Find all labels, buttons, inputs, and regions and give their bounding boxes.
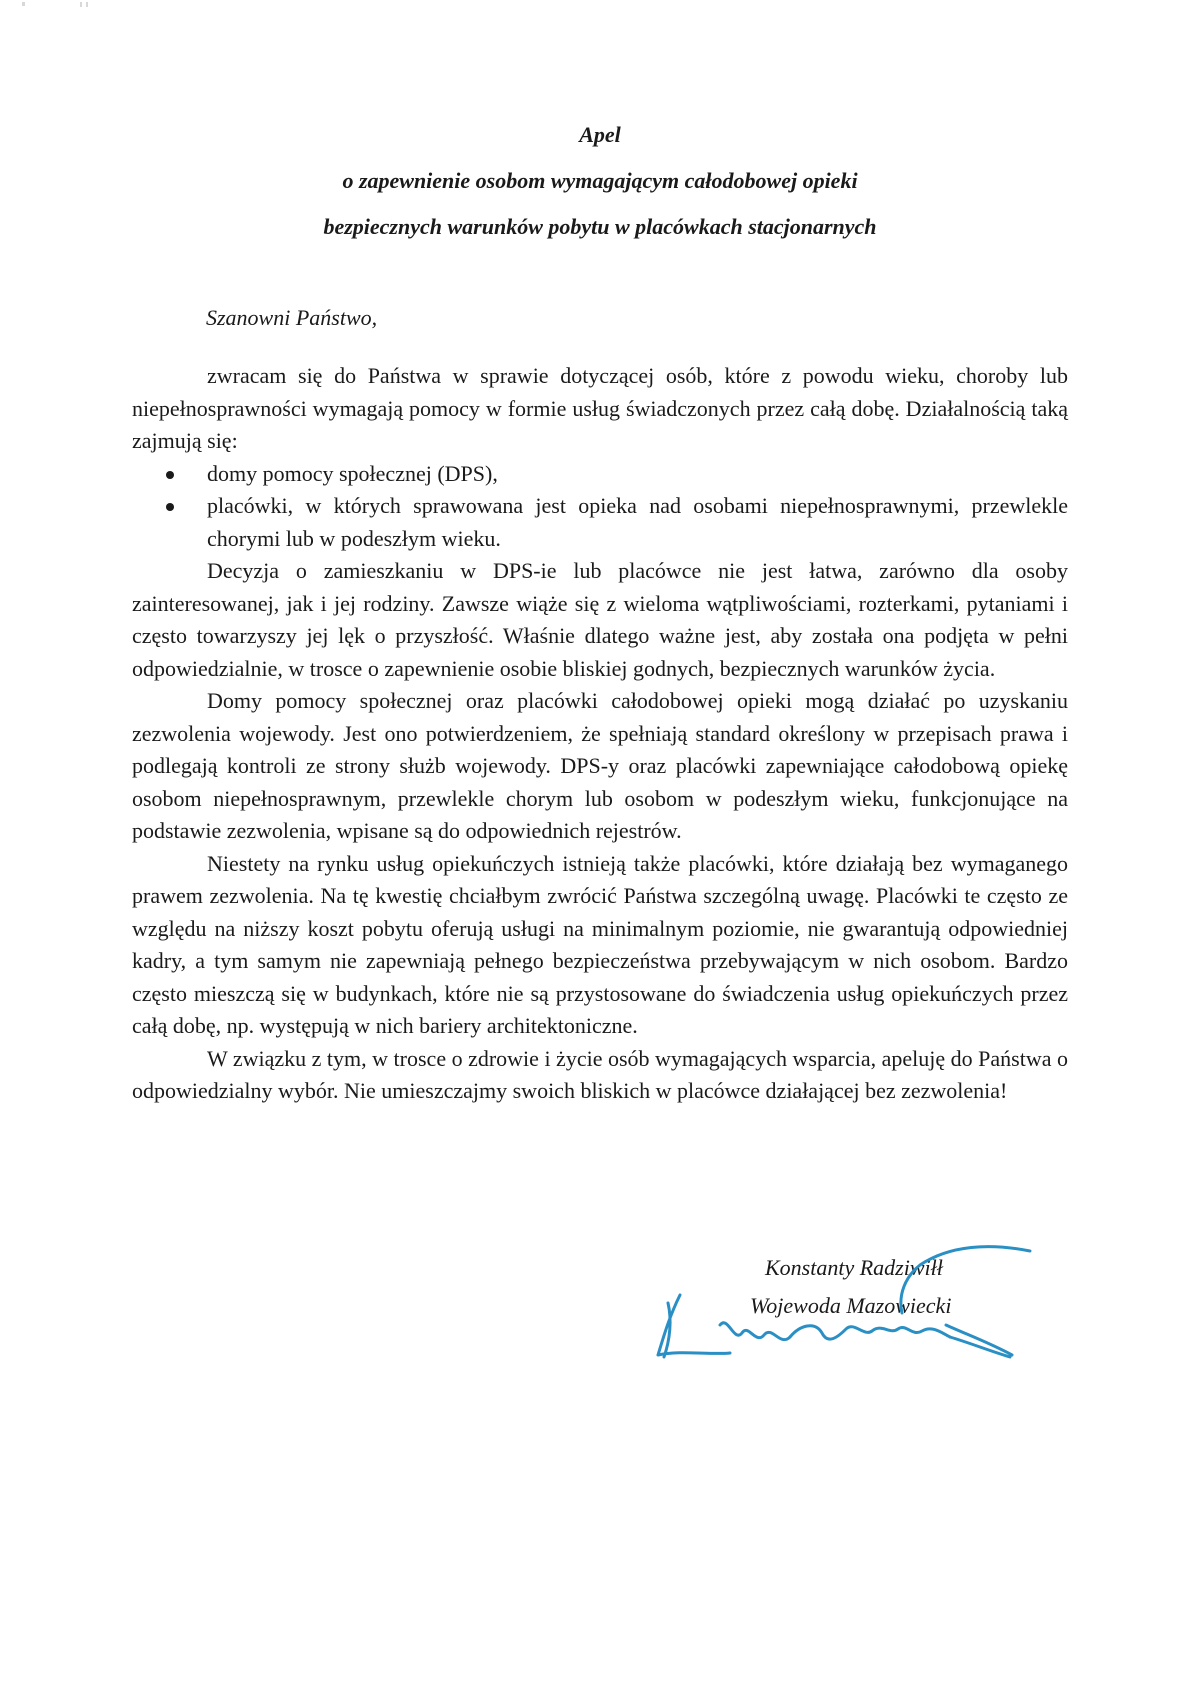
title-line: bezpiecznych warunków pobytu w placówkach stacjonarnych <box>323 214 877 239</box>
paragraph-3: Domy pomocy społecznej oraz placówki całodobowej opieki mogą działać po uzyskaniu zezwolenia wojewody. Jest ono potwierdzeniem, że spełniają standard określony w przepisach prawa i podlegają kontroli ze strony służb wojewody. DPS-y oraz placówki zapewniające całodobową opiekę osobom niepełnosprawnym, przewlekle chorym lub osobom w podeszłym wieku, funkcjonujące na podstawie zezwolenia, wpisane są do odpowiednich rejestrów. <box>132 688 1068 843</box>
signatory-role: Wojewoda Mazowiecki <box>750 1293 952 1318</box>
signature-block <box>650 1255 1050 1375</box>
scan-mark-icon <box>20 0 100 12</box>
document-title <box>0 112 1200 250</box>
paragraph-5: W związku z tym, w trosce o zdrowie i życie osób wymagających wsparcia, apeluję do Państwa o odpowiedzialny wybór. Nie umieszczajmy swoich bliskich w placówce działającej bez zezwolenia! <box>132 1045 1068 1103</box>
salutation: Szanowni Państwo, <box>206 305 378 330</box>
handwritten-signature-icon <box>650 1225 1070 1385</box>
list-item-text: domy pomocy społecznej (DPS), <box>207 460 498 486</box>
bullet-list <box>132 458 1068 556</box>
list-item-text: placówki, w których sprawowana jest opieka nad osobami niepełnosprawnymi, przewlekle chorymi lub w podeszłym wieku. <box>207 493 1068 551</box>
bullet-icon <box>166 471 174 479</box>
paragraph-1: zwracam się do Państwa w sprawie dotyczącej osób, które z powodu wieku, choroby lub niepełnosprawności wymagają pomocy w formie usług świadczonych przez całą dobę. Działalnością taką zajmują się: <box>132 363 1068 453</box>
title-line: o zapewnienie osobom wymagającym całodobowej opieki <box>342 168 858 193</box>
signatory-name: Konstanty Radziwiłł <box>765 1255 943 1280</box>
paragraph-4: Niestety na rynku usług opiekuńczych istnieją także placówki, które działają bez wymaganego prawem zezwolenia. Na tę kwestię chciałbym zwrócić Państwa szczególną uwagę. Placówki te często ze względu na niższy koszt pobytu oferują usługi na minimalnym poziomie, nie gwarantują odpowiedniej kadry, a tym samym nie zapewniają pełnego bezpieczeństwa przebywającym w nich osobom. Bardzo często mieszczą się w budynkach, które nie są przystosowane do świadczenia usług opiekuńczych przez całą dobę, np. występują w nich bariery architektoniczne. <box>132 850 1068 1038</box>
list-item <box>132 458 1068 491</box>
letter-body <box>132 360 1068 1108</box>
title-line: Apel <box>579 122 621 147</box>
bullet-icon <box>166 503 174 511</box>
paragraph-2: Decyzja o zamieszkaniu w DPS-ie lub placówce nie jest łatwa, zarówno dla osoby zainteresowanej, jak i jej rodziny. Zawsze wiąże się z wieloma wątpliwościami, rozterkami, pytaniami i często towarzyszy jej lęk o przyszłość. Właśnie dlatego ważne jest, aby została ona podjęta w pełni odpowiedzialnie, w trosce o zapewnienie osobie bliskiej godnych, bezpiecznych warunków życia. <box>132 558 1068 681</box>
list-item <box>132 490 1068 555</box>
